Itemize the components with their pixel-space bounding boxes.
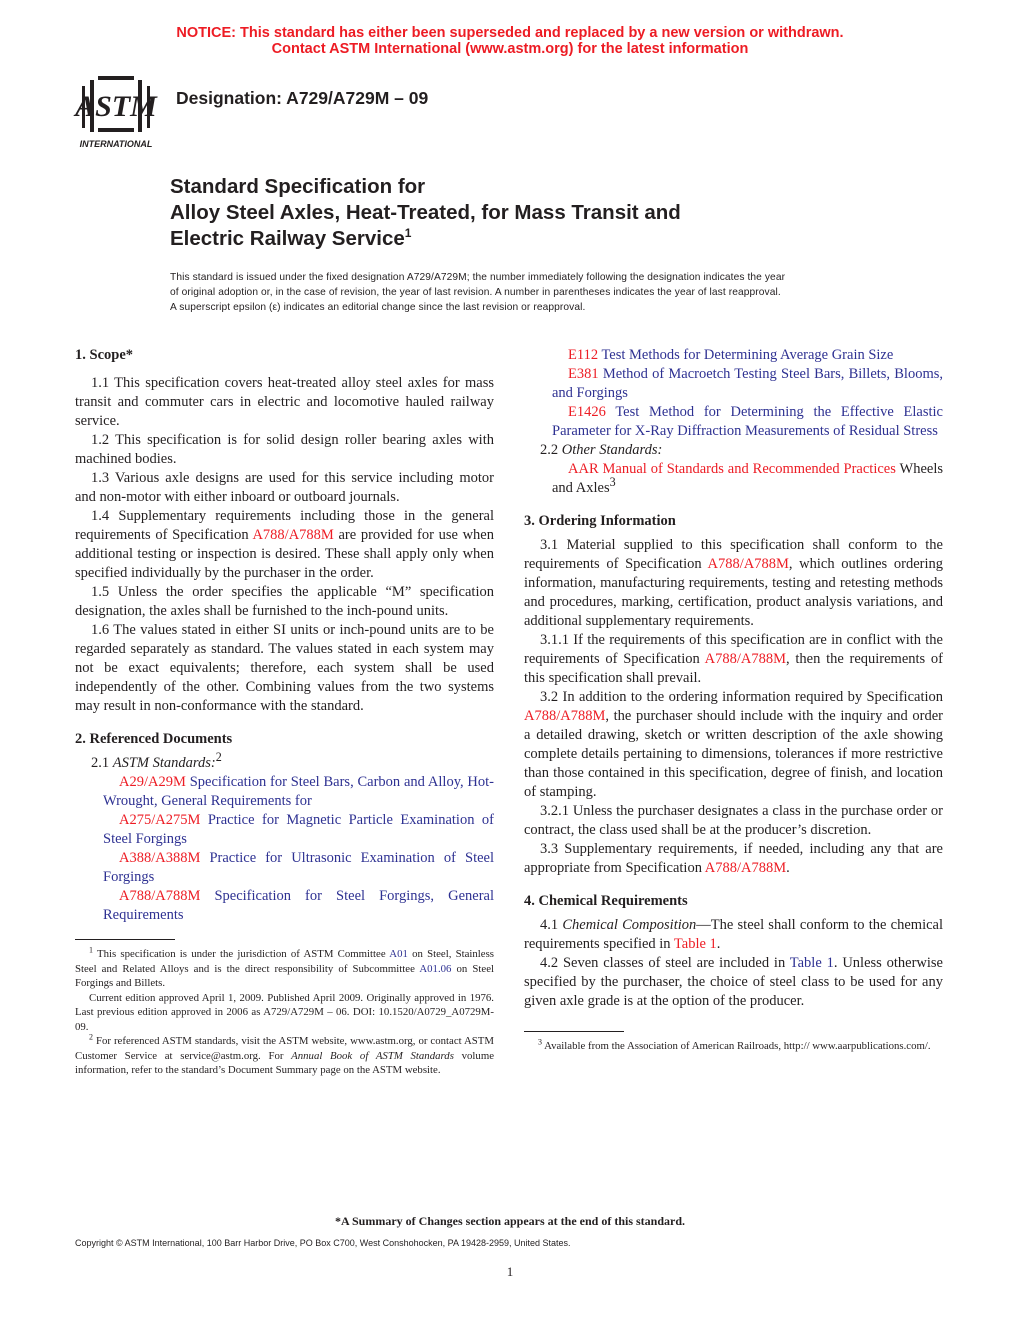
copyright: Copyright © ASTM International, 100 Barr Harbor Drive, PO Box C700, West Conshohocken, PA 19428-2959, United States. bbox=[75, 1238, 571, 1248]
title-line-3-text: Electric Railway Service bbox=[170, 227, 405, 250]
footnote-2 bbox=[75, 1034, 494, 1078]
footnote-2-text-b: volume information, refer to the standard’s Document Summary page on the ASTM website. bbox=[75, 1049, 495, 1076]
footnote-2-italic: Annual Book of ASTM Standards bbox=[291, 1049, 454, 1062]
link-aar-manual[interactable]: AAR Manual of Standards and Recommended Practices bbox=[568, 461, 896, 477]
issue-note-line-1: This standard is issued under the fixed designation A729/A729M; the number immediately following the designation indicates the year bbox=[170, 272, 786, 283]
footnote-3-text: Available from the Association of American Railroads, http:// www.aarpublications.com/. bbox=[542, 1040, 931, 1052]
ref-title-a788[interactable]: Specification for Steel Forgings, General Requirements bbox=[103, 888, 495, 923]
ref-code-e1426[interactable]: E1426 bbox=[568, 404, 606, 420]
ref-title-a388[interactable]: Practice for Ultrasonic Examination of Steel Forgings bbox=[103, 850, 494, 885]
section-heading-scope: 1. Scope* bbox=[75, 347, 133, 363]
ref-code-e381[interactable]: E381 bbox=[568, 366, 599, 382]
para-4-1-num: 4.1 bbox=[540, 917, 563, 933]
footnote-marker-2[interactable]: 2 bbox=[215, 750, 222, 765]
logo-subtext: INTERNATIONAL bbox=[79, 139, 153, 149]
para-2-1-num: 2.1 bbox=[91, 755, 113, 771]
para-3-1-1-text-a: 3.1.1 If the requirements of this specification are in conflict with the requirements of Specification bbox=[524, 632, 943, 667]
footnote-1-text-b: on Steel, Stainless Steel and Related Alloys and is the direct responsibility of Subcommittee bbox=[75, 948, 494, 975]
ref-e1426 bbox=[524, 403, 943, 441]
ref-e112 bbox=[524, 346, 943, 365]
footnotes-right bbox=[524, 1039, 943, 1054]
footnotes-left bbox=[75, 947, 494, 1078]
para-4-1 bbox=[524, 916, 943, 954]
withdrawn-notice bbox=[0, 25, 1020, 57]
para-4-1-text-b: —The steel shall conform to the chemical requirements specified in bbox=[524, 917, 943, 952]
issue-note-line-2: of original adoption or, in the case of revision, the year of last revision. A number in parentheses indicates the year of last reapproval. bbox=[170, 287, 781, 298]
footnote-1-text-a: This specification is under the jurisdiction of ASTM Committee bbox=[93, 948, 390, 960]
ref-aar bbox=[524, 460, 943, 498]
para-3-2-1: 3.2.1 Unless the purchaser designates a class in the purchase order or contract, the class used shall be at the producer’s discretion. bbox=[524, 803, 943, 838]
para-4-2-text-a: 4.2 Seven classes of steel are included in bbox=[540, 955, 790, 971]
link-a788[interactable]: A788/A788M bbox=[252, 527, 334, 543]
left-column bbox=[75, 346, 494, 1078]
para-1-3: 1.3 Various axle designs are used for this service including motor and non-motor with either inboard or outboard journals. bbox=[75, 470, 494, 505]
issue-note bbox=[170, 270, 950, 315]
para-4-2-text-b: . Unless otherwise specified by the purchaser, the choice of steel class to be used for any given axle grade is at the option of the producer. bbox=[524, 955, 943, 1009]
link-a788-3-3[interactable]: A788/A788M bbox=[704, 860, 787, 876]
footnote-1 bbox=[75, 947, 494, 991]
footnote-1-edition: Current edition approved April 1, 2009. Published April 2009. Originally approved in 1976. Last previous edition approved in 2006 as A729/A729M – 06. DOI: 10.1520/A0729_A0729M-09. bbox=[75, 991, 494, 1033]
para-3-3 bbox=[524, 840, 943, 878]
para-4-2 bbox=[524, 954, 943, 1011]
para-3-3-text-a: 3.3 Supplementary requirements, if needed, including any that are appropriate from Specification bbox=[524, 841, 943, 876]
link-a788-3-1-1[interactable]: A788/A788M bbox=[704, 651, 787, 667]
para-3-1 bbox=[524, 536, 943, 631]
designation: Designation: A729/A729M – 09 bbox=[176, 88, 429, 108]
ref-a275 bbox=[75, 811, 494, 849]
document-title bbox=[170, 174, 970, 252]
para-1-6: 1.6 The values stated in either SI units or inch-pound units are to be regarded separately as standard. The values stated in each system may not be exact equivalents; therefore, each system shall be used independently of the other. Combining values from the two systems may result in non-conformance with the standard. bbox=[75, 622, 494, 714]
footnote-3-marker: 3 bbox=[538, 1037, 542, 1047]
para-1-2: 1.2 This specification is for solid design roller bearing axles with machined bodies. bbox=[75, 432, 494, 467]
astm-standards-label: ASTM Standards: bbox=[112, 755, 216, 771]
ref-code-e112[interactable]: E112 bbox=[568, 347, 599, 363]
para-1-4-text-a: 1.4 Supplementary requirements including those in the general requirements of Specification bbox=[75, 508, 494, 543]
aar-wheels-axles: Wheels and Axles bbox=[552, 461, 944, 496]
footnote-2-marker: 2 bbox=[89, 1032, 93, 1042]
para-4-1-text-c: . bbox=[716, 936, 721, 952]
footnote-2-text-a: For referenced ASTM standards, visit the ASTM website, www.astm.org, or contact ASTM Customer Service at service@astm.org. For bbox=[75, 1035, 494, 1062]
title-line-2: Alloy Steel Axles, Heat-Treated, for Mass Transit and bbox=[170, 201, 681, 224]
notice-line-2: Contact ASTM International (www.astm.org) for the latest information bbox=[271, 41, 749, 57]
para-2-1 bbox=[75, 750, 494, 773]
link-committee-a01[interactable]: A01 bbox=[389, 948, 408, 960]
right-column bbox=[524, 346, 943, 1054]
title-footnote-marker[interactable]: 1 bbox=[404, 226, 412, 241]
para-3-2 bbox=[524, 688, 943, 802]
footnote-1-marker: 1 bbox=[89, 945, 93, 955]
section-heading-chemical: 4. Chemical Requirements bbox=[524, 893, 688, 909]
astm-logo-icon bbox=[70, 72, 162, 152]
issue-note-line-3: A superscript epsilon (ε) indicates an editorial change since the last revision or reapproval. bbox=[170, 302, 586, 313]
para-1-4 bbox=[75, 507, 494, 583]
logo-text: ASTM bbox=[75, 90, 157, 123]
para-1-1: 1.1 This specification covers heat-treated alloy steel axles for mass transit and commuter cars in electric and locomotive hauled railway service. bbox=[75, 375, 494, 429]
ref-a388 bbox=[75, 849, 494, 887]
footnote-3 bbox=[524, 1039, 943, 1054]
para-2-2 bbox=[524, 441, 943, 460]
chemical-composition-label: Chemical Composition bbox=[562, 917, 697, 933]
footnote-1-text-c: on Steel Forgings and Billets. bbox=[75, 962, 494, 989]
other-standards-label: Other Standards: bbox=[561, 442, 663, 458]
footnote-divider bbox=[75, 939, 175, 940]
para-3-2-text-b: , the purchaser should include with the inquiry and order a detailed drawing, sketch or written description of the axle showing complete details pertaining to dimensions, tolerances if more restrictive than those contained in this specification, degree of finish, and location of stamping. bbox=[524, 708, 943, 800]
para-3-1-1-text-b: , then the requirements of this specification shall prevail. bbox=[524, 651, 943, 686]
para-2-2-num: 2.2 bbox=[540, 442, 562, 458]
link-a788-3-2[interactable]: A788/A788M bbox=[524, 708, 606, 724]
ref-code-a788[interactable]: A788/A788M bbox=[119, 888, 201, 904]
para-1-5: 1.5 Unless the order specifies the applicable “M” specification designation, the axles shall be furnished to the inch-pound units. bbox=[75, 584, 494, 619]
link-a788-3-1[interactable]: A788/A788M bbox=[707, 556, 789, 572]
ref-e381 bbox=[524, 365, 943, 403]
para-3-1-text-b: , which outlines ordering information, manufacturing requirements, testing and retesting methods and procedures, marking, certification, product analysis variations, and additional supplementary requirements. bbox=[524, 556, 943, 629]
ref-title-e1426[interactable]: Test Method for Determining the Effective Elastic Parameter for X-Ray Diffraction Measurements of Residual Stress bbox=[552, 404, 943, 439]
ref-title-e381[interactable]: Method of Macroetch Testing Steel Bars, Billets, Blooms, and Forgings bbox=[552, 366, 943, 401]
title-line-3 bbox=[170, 226, 970, 252]
ref-code-a388[interactable]: A388/A388M bbox=[119, 850, 201, 866]
footnote-divider-right bbox=[524, 1031, 624, 1032]
ref-title-a29[interactable]: Specification for Steel Bars, Carbon and Alloy, Hot-Wrought, General Requirements for bbox=[103, 774, 495, 809]
ref-a788 bbox=[75, 887, 494, 925]
ref-title-a275[interactable]: Practice for Magnetic Particle Examination of Steel Forgings bbox=[103, 812, 494, 847]
ref-code-a275[interactable]: A275/A275M bbox=[119, 812, 201, 828]
page-number: 1 bbox=[506, 1264, 514, 1279]
link-table-1[interactable]: Table 1 bbox=[673, 936, 717, 952]
para-3-1-1 bbox=[524, 631, 943, 688]
ref-title-e112[interactable]: Test Methods for Determining Average Grain Size bbox=[601, 347, 894, 363]
summary-of-changes-note: *A Summary of Changes section appears at the end of this standard. bbox=[334, 1214, 686, 1228]
title-line-1: Standard Specification for bbox=[170, 175, 426, 198]
para-1-4-text-b: are provided for use when additional testing or inspection is desired. These shall apply only when specified individually by the purchaser in the order. bbox=[75, 527, 494, 581]
para-3-3-text-b: . bbox=[786, 860, 790, 876]
notice-line-1: NOTICE: This standard has either been superseded and replaced by a new version or withdrawn. bbox=[176, 25, 844, 41]
ref-code-a29[interactable]: A29/A29M bbox=[119, 774, 186, 790]
para-3-1-text-a: 3.1 Material supplied to this specification shall conform to the requirements of Specification bbox=[524, 537, 943, 572]
link-subcommittee-a0106[interactable]: A01.06 bbox=[419, 962, 452, 975]
section-heading-referenced-documents: 2. Referenced Documents bbox=[75, 731, 233, 747]
para-3-2-text-a: 3.2 In addition to the ordering information required by Specification bbox=[540, 689, 943, 705]
section-heading-ordering: 3. Ordering Information bbox=[524, 513, 676, 529]
link-table-1-b[interactable]: Table 1 bbox=[789, 955, 834, 971]
ref-a29 bbox=[75, 773, 494, 811]
footnote-marker-3[interactable]: 3 bbox=[609, 475, 616, 490]
